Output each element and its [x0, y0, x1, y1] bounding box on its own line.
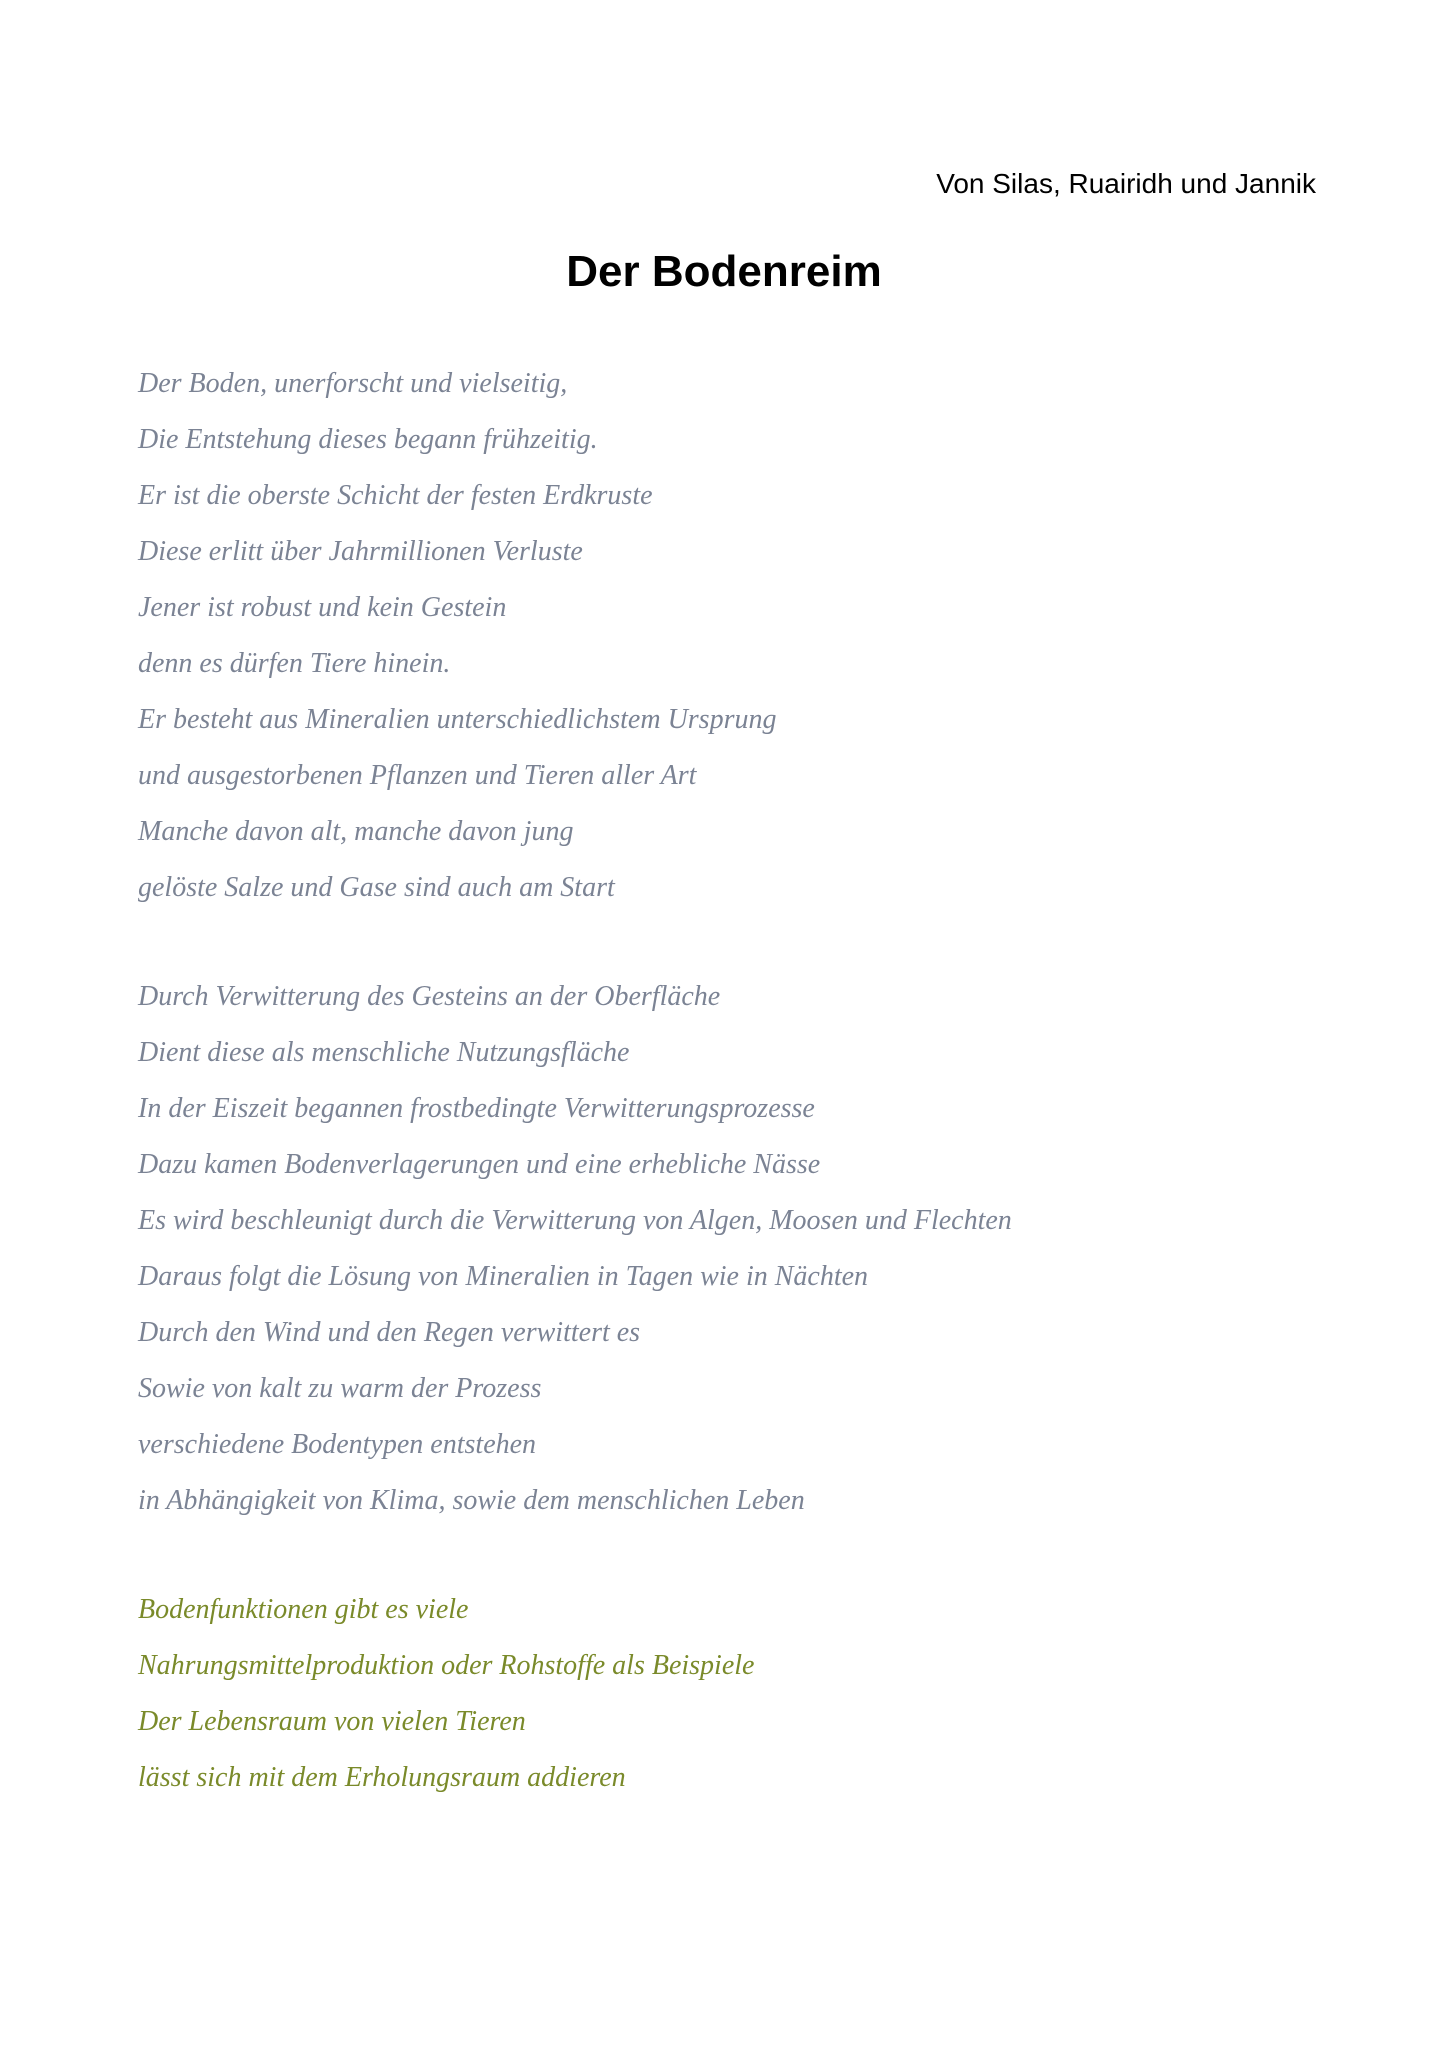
verse-line: Nahrungsmittelproduktion oder Rohstoffe als Beispiele	[138, 1650, 755, 1681]
verse-line: gelöste Salze und Gase sind auch am Start	[138, 872, 615, 903]
verse-line: und ausgestorbenen Pflanzen und Tieren aller Art	[138, 760, 697, 791]
verse-line: Dazu kamen Bodenverlagerungen und eine erhebliche Nässe	[138, 1149, 821, 1180]
verse-line: verschiedene Bodentypen entstehen	[138, 1429, 537, 1460]
verse-line: lässt sich mit dem Erholungsraum addieren	[138, 1762, 626, 1793]
stanza-1	[138, 356, 776, 916]
verse-line: denn es dürfen Tiere hinein.	[138, 648, 451, 679]
verse-line: Er besteht aus Mineralien unterschiedlichstem Ursprung	[138, 704, 777, 735]
verse-line: in Abhängigkeit von Klima, sowie dem menschlichen Leben	[138, 1485, 805, 1516]
verse-line: Manche davon alt, manche davon jung	[138, 816, 574, 847]
verse-line: Bodenfunktionen gibt es viele	[138, 1594, 469, 1625]
verse-line: Er ist die oberste Schicht der festen Erdkruste	[138, 480, 653, 511]
verse-line: Durch den Wind und den Regen verwittert es	[138, 1317, 641, 1348]
verse-line: Diese erlitt über Jahrmillionen Verluste	[138, 536, 583, 567]
stanza-2	[138, 969, 1012, 1529]
verse-line: Die Entstehung dieses begann frühzeitig.	[138, 424, 598, 455]
authors-line: Von Silas, Ruairidh und Jannik	[936, 168, 1316, 199]
verse-line: Es wird beschleunigt durch die Verwitterung von Algen, Moosen und Flechten	[138, 1205, 1012, 1236]
verse-line: In der Eiszeit begannen frostbedingte Verwitterungsprozesse	[138, 1093, 815, 1124]
stanza-3	[138, 1582, 754, 1806]
verse-line: Sowie von kalt zu warm der Prozess	[138, 1373, 542, 1404]
poem-title: Der Bodenreim	[566, 247, 882, 296]
verse-line: Der Boden, unerforscht und vielseitig,	[138, 368, 568, 399]
verse-line: Daraus folgt die Lösung von Mineralien in Tagen wie in Nächten	[138, 1261, 869, 1292]
verse-line: Der Lebensraum von vielen Tieren	[138, 1706, 526, 1737]
verse-line: Dient diese als menschliche Nutzungsfläche	[138, 1037, 630, 1068]
verse-line: Durch Verwitterung des Gesteins an der Oberfläche	[138, 981, 721, 1012]
verse-line: Jener ist robust und kein Gestein	[138, 592, 507, 623]
